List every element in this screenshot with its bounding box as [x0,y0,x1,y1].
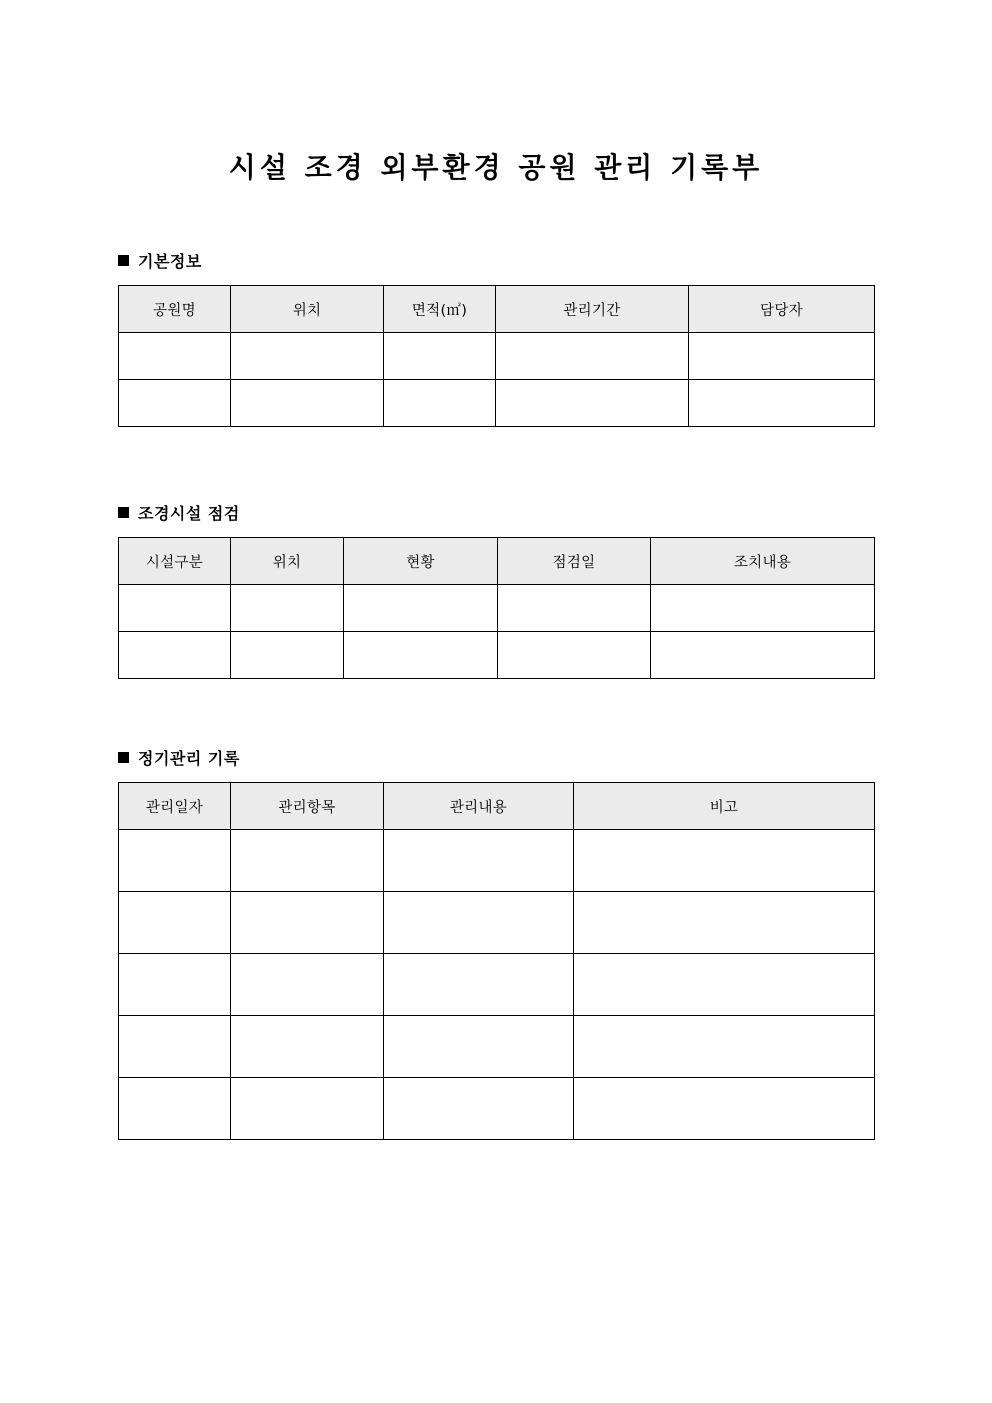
cell-inspection-date[interactable] [498,632,651,679]
cell-management-item[interactable] [231,830,384,892]
cell-management-detail[interactable] [384,830,574,892]
section-heading-facility-inspection [118,500,874,524]
section-facility-inspection [118,500,874,679]
cell-facility-type[interactable] [119,585,231,632]
page-title: 시설 조경 외부환경 공원 관리 기록부 [228,150,764,184]
column-header-manager: 담당자 [689,286,875,333]
cell-remarks[interactable] [574,830,875,892]
table-basic-info [118,285,875,427]
column-header-action-taken: 조치내용 [651,538,875,585]
section-heading-basic-info [118,248,874,272]
section-heading-label: 조경시설 점검 [138,503,240,523]
cell-status[interactable] [344,585,498,632]
column-header-status: 현황 [344,538,498,585]
column-header-remarks: 비고 [574,783,875,830]
cell-management-date[interactable] [119,954,231,1016]
table-row [119,585,875,632]
cell-action-taken[interactable] [651,632,875,679]
cell-management-detail[interactable] [384,1016,574,1078]
cell-management-date[interactable] [119,830,231,892]
table-row [119,333,875,380]
cell-period[interactable] [496,333,689,380]
cell-location[interactable] [231,380,384,427]
section-heading-label: 정기관리 기록 [138,748,240,768]
column-header-location: 위치 [231,538,344,585]
cell-period[interactable] [496,380,689,427]
table-header-row [119,783,875,830]
cell-management-item[interactable] [231,892,384,954]
cell-management-item[interactable] [231,954,384,1016]
cell-management-item[interactable] [231,1016,384,1078]
cell-remarks[interactable] [574,1078,875,1140]
cell-location[interactable] [231,585,344,632]
table-row [119,380,875,427]
section-heading-routine-management [118,745,874,769]
cell-manager[interactable] [689,333,875,380]
table-routine-management [118,782,875,1140]
cell-area[interactable] [384,380,496,427]
cell-location[interactable] [231,333,384,380]
column-header-period: 관리기간 [496,286,689,333]
cell-management-detail[interactable] [384,1078,574,1140]
cell-management-date[interactable] [119,892,231,954]
cell-park-name[interactable] [119,380,231,427]
cell-remarks[interactable] [574,954,875,1016]
cell-facility-type[interactable] [119,632,231,679]
column-header-inspection-date: 점검일 [498,538,651,585]
cell-status[interactable] [344,632,498,679]
cell-inspection-date[interactable] [498,585,651,632]
cell-action-taken[interactable] [651,585,875,632]
table-row [119,954,875,1016]
cell-management-item[interactable] [231,1078,384,1140]
column-header-management-date: 관리일자 [119,783,231,830]
table-facility-inspection [118,537,875,679]
column-header-park-name: 공원명 [119,286,231,333]
bullet-square-icon [118,752,129,763]
cell-remarks[interactable] [574,892,875,954]
column-header-location: 위치 [231,286,384,333]
table-header-row [119,286,875,333]
cell-management-date[interactable] [119,1016,231,1078]
cell-management-detail[interactable] [384,892,574,954]
cell-remarks[interactable] [574,1016,875,1078]
cell-park-name[interactable] [119,333,231,380]
cell-manager[interactable] [689,380,875,427]
table-row [119,892,875,954]
column-header-facility-type: 시설구분 [119,538,231,585]
cell-management-date[interactable] [119,1078,231,1140]
cell-location[interactable] [231,632,344,679]
bullet-square-icon [118,255,129,266]
section-routine-management [118,745,874,1140]
section-basic-info [118,248,874,427]
section-heading-label: 기본정보 [138,251,202,271]
table-row [119,1078,875,1140]
column-header-area: 면적(㎡) [384,286,496,333]
table-row [119,1016,875,1078]
cell-area[interactable] [384,333,496,380]
column-header-management-item: 관리항목 [231,783,384,830]
table-row [119,632,875,679]
column-header-management-detail: 관리내용 [384,783,574,830]
table-row [119,830,875,892]
table-header-row [119,538,875,585]
cell-management-detail[interactable] [384,954,574,1016]
bullet-square-icon [118,507,129,518]
